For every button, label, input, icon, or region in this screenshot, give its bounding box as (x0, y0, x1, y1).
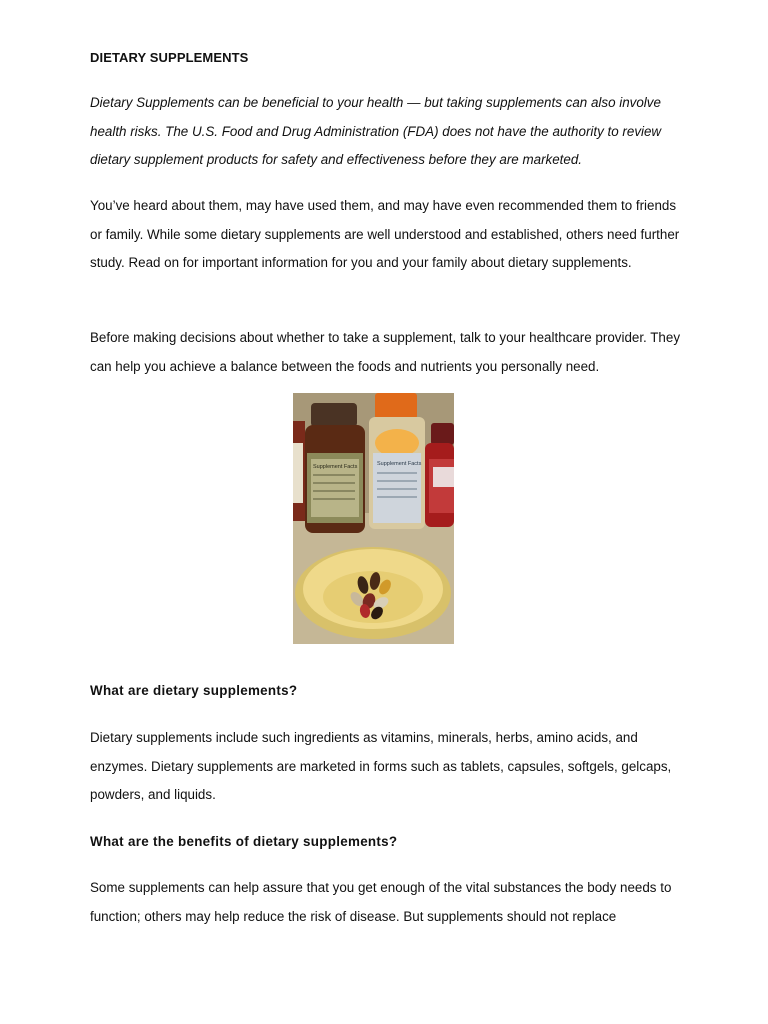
heading-what-are: What are dietary supplements? (90, 683, 298, 698)
paragraph-what-are: Dietary supplements include such ingredients as vitamins, minerals, herbs, amino acids, and enzymes. Dietary supplements are marketed in forms such as tablets, capsules, softgels, gelcaps, powders, and liquids. (90, 730, 672, 803)
left-bottle (293, 421, 305, 521)
supplements-photo (293, 393, 454, 644)
paragraph-benefits: Some supplements can help assure that you get enough of the vital substances the body needs to function; others may help reduce the risk of disease. But supplements should not replace (90, 880, 672, 924)
amber-bottle-label: Supplement Facts (313, 464, 358, 470)
intro-paragraph: Dietary Supplements can be beneficial to your health — but taking supplements can also involve health risks. The U.S. Food and Drug Administration (FDA) does not have the authority to review dietary supplement products for safety and effectiveness before they are marketed. (90, 95, 662, 168)
orange-bottle-label: Supplement Facts (377, 461, 422, 467)
amber-bottle (305, 403, 365, 533)
paragraph-heard-about: You’ve heard about them, may have used them, and may have even recommended them to friends or family. While some dietary supplements are well understood and established, others need further study. Read on for important information for you and your family about dietary supplements. (90, 198, 680, 271)
yellow-bowl (295, 547, 451, 639)
page-title: DIETARY SUPPLEMENTS (90, 50, 249, 65)
orange-cap-bottle (369, 393, 425, 529)
heading-benefits: What are the benefits of dietary supplements? (90, 834, 398, 849)
paragraph-healthcare-provider: Before making decisions about whether to take a supplement, talk to your healthcare provider. They can help you achieve a balance between the foods and nutrients you personally need. (90, 330, 681, 374)
